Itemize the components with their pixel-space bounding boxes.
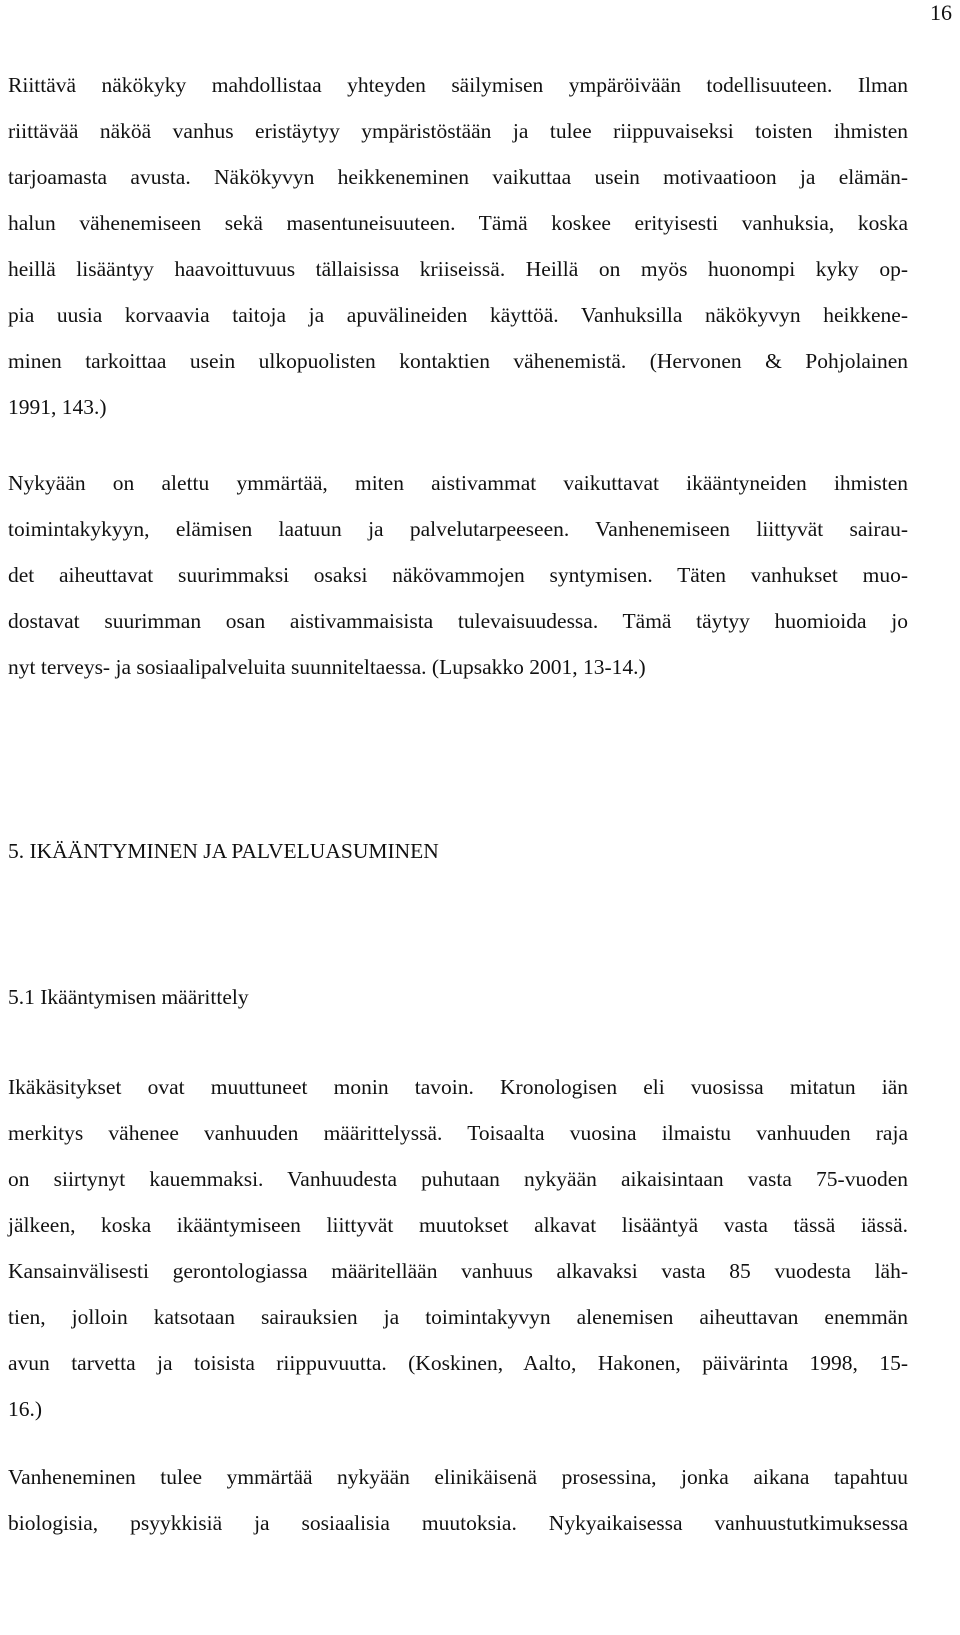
- text-line: dostavat suurimman osan aistivammaisista tulevaisuudessa. Tämä täytyy huomioida jo: [8, 609, 908, 633]
- text-line: Ikäkäsitykset ovat muuttuneet monin tavoin. Kronologisen eli vuosissa mitatun iän: [8, 1075, 908, 1099]
- text-line: Kansainvälisesti gerontologiassa määritellään vanhuus alkavaksi vasta 85 vuodesta läh-: [8, 1259, 908, 1283]
- chapter-heading: 5. IKÄÄNTYMINEN JA PALVELUASUMINEN: [8, 839, 439, 863]
- text-line: heillä lisääntyy haavoittuvuus tällaisissa kriiseissä. Heillä on myös huonompi kyky op-: [8, 257, 908, 281]
- text-line: Riittävä näkökyky mahdollistaa yhteyden säilymisen ympäröivään todellisuuteen. Ilman: [8, 73, 908, 97]
- paragraph-aging-process: [8, 1454, 908, 1546]
- text-line: Vanheneminen tulee ymmärtää nykyään elinikäisenä prosessina, jonka aikana tapahtuu: [8, 1465, 908, 1489]
- text-line: 1991, 143.): [8, 395, 107, 419]
- paragraph-sensory-impairments: [8, 460, 908, 690]
- page-number: 16: [930, 0, 952, 25]
- text-line: det aiheuttavat suurimmaksi osaksi näkövammojen syntymisen. Täten vanhukset muo-: [8, 563, 908, 587]
- paragraph-spacer: [8, 430, 908, 460]
- text-line: biologisia, psyykkisiä ja sosiaalisia muutoksia. Nykyaikaisessa vanhuustutkimuksessa: [8, 1511, 908, 1535]
- text-line: toimintakykyyn, elämisen laatuun ja palvelutarpeeseen. Vanhenemiseen liittyvät sairau-: [8, 517, 908, 541]
- paragraph-vision: [8, 62, 908, 430]
- text-line: riittävää näköä vanhus eristäytyy ympäristöstään ja tulee riippuvaiseksi toisten ihmisten: [8, 119, 908, 143]
- text-line: on siirtynyt kauemmaksi. Vanhuudesta puhutaan nykyään aikaisintaan vasta 75-vuoden: [8, 1167, 908, 1191]
- text-line: jälkeen, koska ikääntymiseen liittyvät muutokset alkavat lisääntyä vasta tässä iässä.: [8, 1213, 908, 1237]
- text-line: merkitys vähenee vanhuuden määrittelyssä. Toisaalta vuosina ilmaistu vanhuuden raja: [8, 1121, 908, 1145]
- paragraph-spacer: [8, 1432, 908, 1454]
- section-spacer: [8, 874, 908, 974]
- section-spacer: [8, 690, 908, 828]
- text-line: 16.): [8, 1397, 43, 1421]
- section-heading: 5.1 Ikääntymisen määrittely: [8, 985, 249, 1009]
- text-line: halun vähenemiseen sekä masentuneisuuteen. Tämä koskee erityisesti vanhuksia, koska: [8, 211, 908, 235]
- text-line: Nykyään on alettu ymmärtää, miten aistivammat vaikuttavat ikääntyneiden ihmisten: [8, 471, 908, 495]
- text-line: tien, jolloin katsotaan sairauksien ja toimintakyvyn alenemisen aiheuttavan enemmän: [8, 1305, 908, 1329]
- text-line: minen tarkoittaa usein ulkopuolisten kontaktien vähenemistä. (Hervonen & Pohjolainen: [8, 349, 908, 373]
- section-spacer: [8, 1020, 908, 1064]
- paragraph-age-concepts: [8, 1064, 908, 1432]
- document-body: [8, 62, 908, 1546]
- text-line: avun tarvetta ja toisista riippuvuutta. (Koskinen, Aalto, Hakonen, päivärinta 1998, 15-: [8, 1351, 908, 1375]
- text-line: pia uusia korvaavia taitoja ja apuvälineiden käyttöä. Vanhuksilla näkökyvyn heikkene-: [8, 303, 908, 327]
- text-line: tarjoamasta avusta. Näkökyvyn heikkeneminen vaikuttaa usein motivaatioon ja elämän-: [8, 165, 908, 189]
- text-line: nyt terveys- ja sosiaalipalveluita suunniteltaessa. (Lupsakko 2001, 13-14.): [8, 655, 646, 679]
